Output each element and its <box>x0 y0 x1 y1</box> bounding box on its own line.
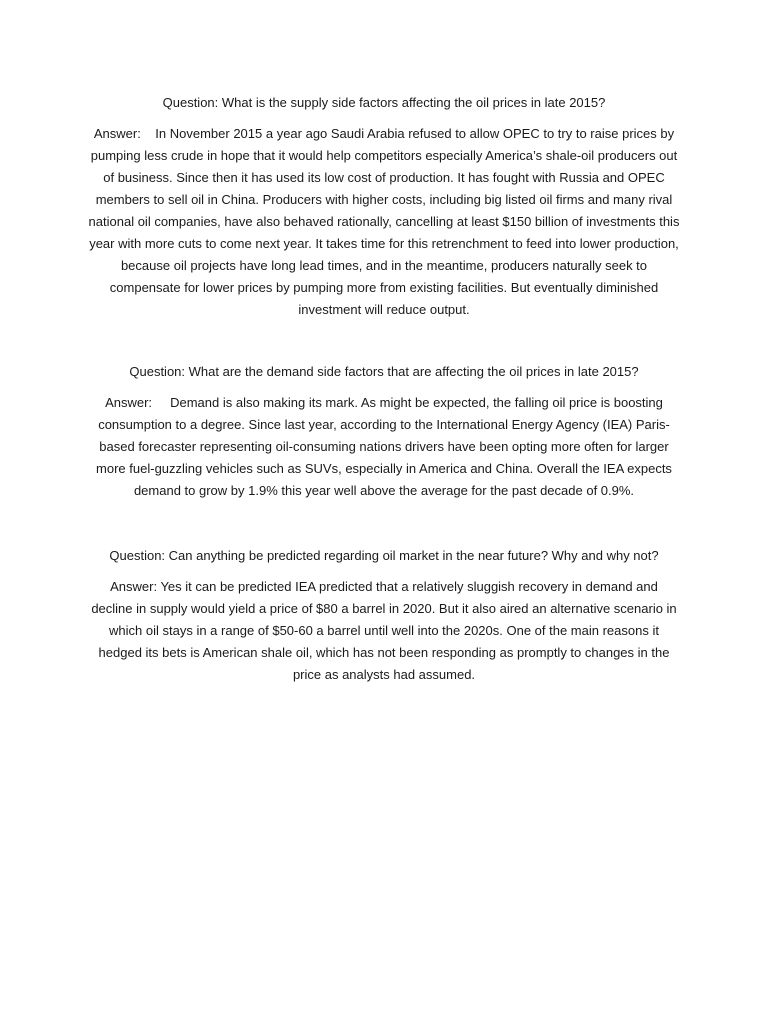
question-text: Question: Can anything be predicted regarding oil market in the near future? Why and why not? <box>109 548 659 563</box>
answer-text: Answer: Yes it can be predicted IEA predicted that a relatively sluggish recovery in demand and decline in supply would yield a price of $80 a barrel in 2020. But it also aired an alternative scenario in which oil stays in a range of $50-60 a barrel until well into the 2020s. One of the main reasons it hedged its bets is American shale oil, which has not been responding as promptly to changes in the price as analysts had assumed. <box>91 579 681 682</box>
answer-text: Answer: In November 2015 a year ago Saudi Arabia refused to allow OPEC to try to raise prices by pumping less crude in hope that it would help competitors especially America’s shale-oil producers out of business. Since then it has used its low cost of production. It has fought with Russia and OPEC members to sell oil in China. Producers with higher costs, including big listed oil firms and many rival national oil companies, have also behaved rationally, cancelling at least $150 billion of investments this year with more cuts to come next year. It takes time for this retrenchment to feed into lower production, because oil projects have long lead times, and in the meantime, producers naturally seek to compensate for lower prices by pumping more from existing facilities. But eventually diminished investment will reduce output. <box>88 126 684 317</box>
question-text: Question: What are the demand side factors that are affecting the oil prices in late 2015? <box>129 364 639 379</box>
qa-block-prediction <box>88 545 680 686</box>
answer-text: Answer: Demand is also making its mark. As might be expected, the falling oil price is boosting consumption to a degree. Since last year, according to the International Energy Agency (IEA) Paris-based forecaster representing oil-consuming nations drivers have been opting more often for larger more fuel-guzzling vehicles such as SUVs, especially in America and China. Overall the IEA expects demand to grow by 1.9% this year well above the average for the past decade of 0.9%. <box>96 395 676 498</box>
qa-block-supply <box>88 92 684 321</box>
document-page <box>88 92 684 686</box>
qa-block-demand <box>88 361 680 502</box>
question-text: Question: What is the supply side factors affecting the oil prices in late 2015? <box>162 95 606 110</box>
